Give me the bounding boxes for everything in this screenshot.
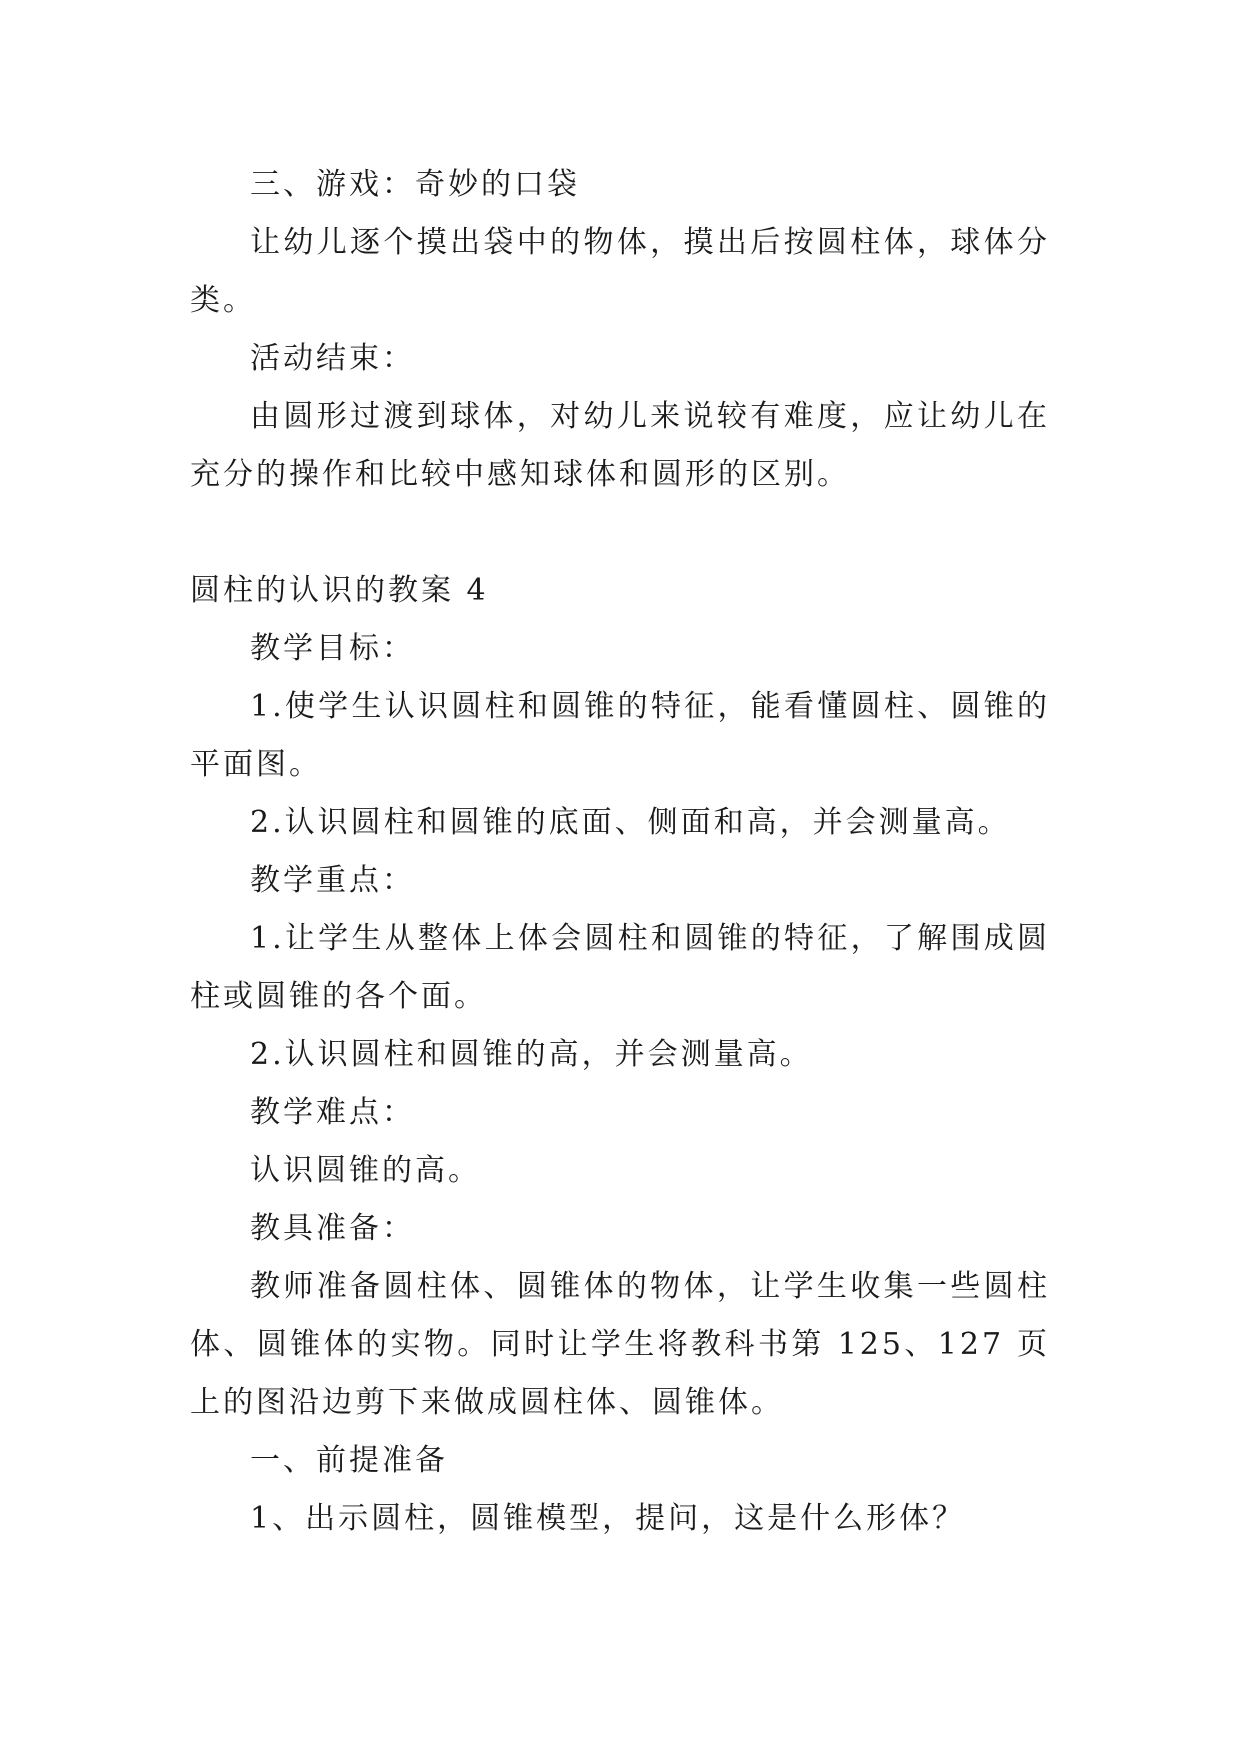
paragraph-preparation-heading: 一、前提准备 <box>250 1443 448 1478</box>
paragraph-goal-1: 1.使学生认识圆柱和圆锥的特征，能看懂圆柱、圆锥的平面图。 <box>190 689 1050 782</box>
paragraph-materials-heading: 教具准备： <box>250 1211 415 1246</box>
document-body <box>190 156 1050 1548</box>
paragraph-game-instruction: 让幼儿逐个摸出袋中的物体，摸出后按圆柱体，球体分类。 <box>190 225 1050 318</box>
paragraph-key-points-heading: 教学重点： <box>250 863 415 898</box>
paragraph-teaching-goals-heading: 教学目标： <box>250 631 415 666</box>
paragraph-game-heading: 三、游戏：奇妙的口袋 <box>250 167 580 202</box>
paragraph-activity-end-text: 由圆形过渡到球体，对幼儿来说较有难度，应让幼儿在充分的操作和比较中感知球体和圆形的区别。 <box>190 399 1050 492</box>
section-title: 圆柱的认识的教案 4 <box>190 573 489 608</box>
section-spacer <box>190 504 1050 562</box>
paragraph-goal-2: 2.认识圆柱和圆锥的底面、侧面和高，并会测量高。 <box>250 805 1011 840</box>
paragraph-difficulty-heading: 教学难点： <box>250 1095 415 1130</box>
paragraph-key-point-2: 2.认识圆柱和圆锥的高，并会测量高。 <box>250 1037 813 1072</box>
paragraph-preparation-step-1: 1、出示圆柱，圆锥模型，提问，这是什么形体？ <box>250 1501 966 1536</box>
paragraph-key-point-1: 1.让学生从整体上体会圆柱和圆锥的特征，了解围成圆柱或圆锥的各个面。 <box>190 921 1050 1014</box>
paragraph-materials-text: 教师准备圆柱体、圆锥体的物体，让学生收集一些圆柱体、圆锥体的实物。同时让学生将教科书第 125、127 页上的图沿边剪下来做成圆柱体、圆锥体。 <box>190 1269 1050 1420</box>
paragraph-activity-end-heading: 活动结束： <box>250 341 415 376</box>
paragraph-difficulty-text: 认识圆锥的高。 <box>250 1153 481 1188</box>
